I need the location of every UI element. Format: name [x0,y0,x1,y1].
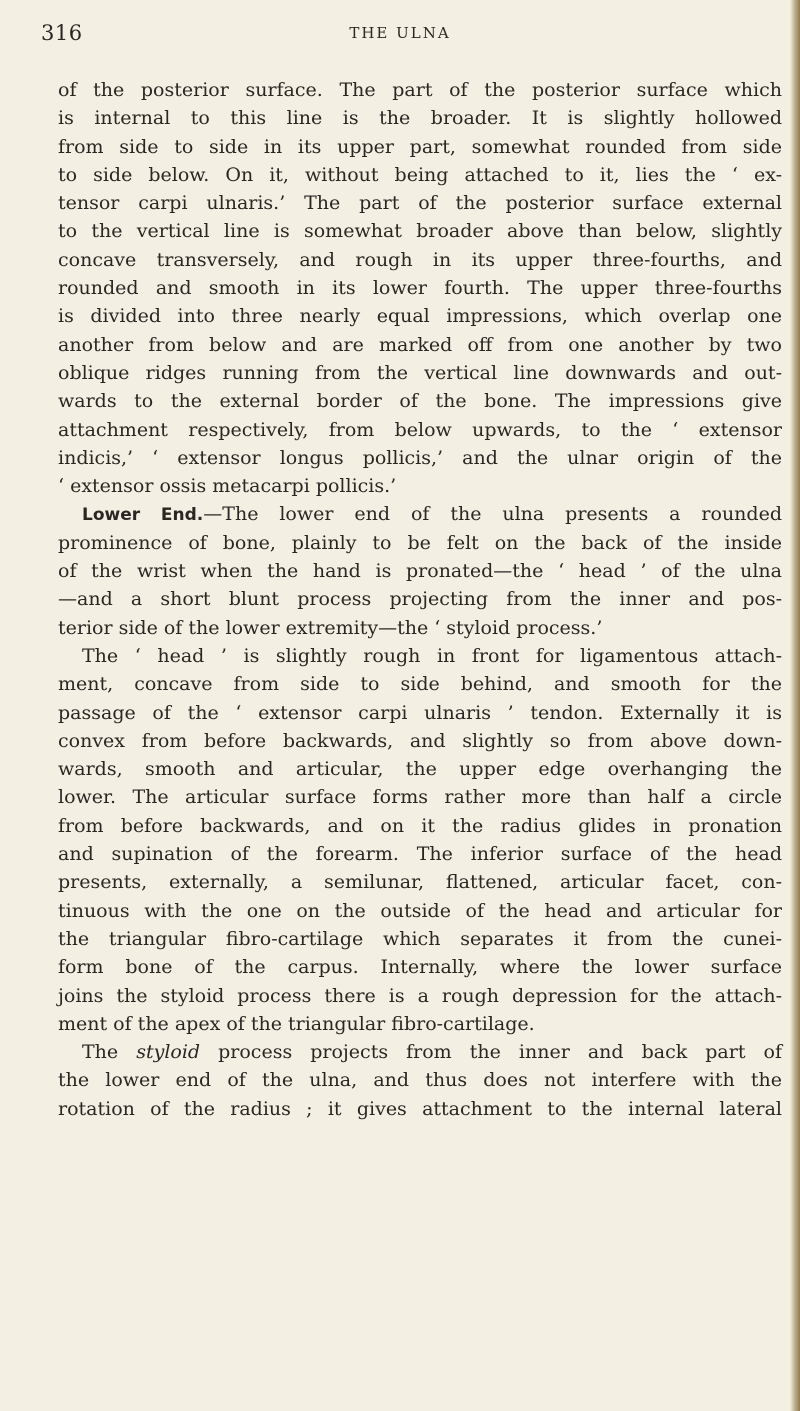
text-line: from side to side in its upper part, somewhat rounded from side [58,135,782,158]
styloid-lead: The [82,1041,137,1064]
text-line: rounded and smooth in its lower fourth. The upper three-fourths [58,277,782,300]
section-first-line-text: —The lower end of the ulna presents a rounded [203,503,782,526]
text-line: another from below and are marked off from one another by two [58,333,782,356]
text-line: from before backwards, and on it the radius glides in pronation [58,814,782,837]
text-line: wards to the external border of the bone. The impressions give [58,390,782,413]
text-line: form bone of the carpus. Internally, where the lower surface [58,956,782,979]
text-line: attachment respectively, from below upwards, to the ‘ extensor [58,418,782,441]
text-line: tensor carpi ulnaris.’ The part of the posterior surface external [58,192,782,215]
styloid-first-line-text: process projects from the inner and back part of [200,1041,782,1064]
text-line: convex from before backwards, and slightly so from above down- [58,729,782,752]
text-line: of the wrist when the hand is pronated—the ‘ head ’ of the ulna [58,560,782,583]
text-line: ‘ extensor ossis metacarpi pollicis.’ [58,475,397,498]
text-line: wards, smooth and articular, the upper edge overhanging the [58,758,782,781]
page-number: 316 [41,21,83,45]
text-line: presents, externally, a semilunar, flattened, articular facet, con- [58,871,782,894]
text-line: to the vertical line is somewhat broader above than below, slightly [58,220,782,243]
text-line: joins the styloid process there is a rough depression for the attach- [58,984,782,1007]
styloid-italic-term: styloid [136,1041,201,1064]
body-text [58,76,782,1123]
text-line: prominence of bone, plainly to be felt on the back of the inside [58,531,782,554]
text-line: indicis,’ ‘ extensor longus pollicis,’ and the ulnar origin of the [58,446,782,469]
section-heading: Lower End. [82,505,204,526]
text-line: concave transversely, and rough in its upper three-fourths, and [58,248,782,271]
section-first-line [58,500,782,528]
page-edge-shadow [790,0,800,1411]
text-line: —and a short blunt process projecting from the inner and pos- [58,588,782,611]
text-line: lower. The articular surface forms rather more than half a circle [58,786,782,809]
text-line: is divided into three nearly equal impressions, which overlap one [58,305,782,328]
text-line: The ‘ head ’ is slightly rough in front for ligamentous attach- [82,644,782,667]
text-line: of the posterior surface. The part of the posterior surface which [58,79,782,101]
text-line: oblique ridges running from the vertical line downwards and out- [58,361,782,384]
text-line: passage of the ‘ extensor carpi ulnaris ’ tendon. Externally it is [58,701,782,724]
styloid-first-line [58,1038,782,1066]
text-line: to side below. On it, without being attached to it, lies the ‘ ex- [58,163,782,186]
text-line: rotation of the radius ; it gives attachment to the internal lateral [58,1097,782,1120]
running-title: THE ULNA [349,24,451,42]
text-line: ment of the apex of the triangular fibro-cartilage. [58,1012,535,1035]
text-line: tinuous with the one on the outside of the head and articular for [58,899,782,922]
text-line: is internal to this line is the broader. It is slightly hollowed [58,107,782,130]
text-line: the lower end of the ulna, and thus does not interfere with the [58,1069,782,1092]
text-line: ment, concave from side to side behind, and smooth for the [58,673,782,696]
text-line: the triangular fibro-cartilage which separates it from the cunei- [58,927,782,950]
text-line: terior side of the lower extremity—the ‘ styloid process.’ [58,616,603,639]
text-line: and supination of the forearm. The inferior surface of the head [58,843,782,866]
